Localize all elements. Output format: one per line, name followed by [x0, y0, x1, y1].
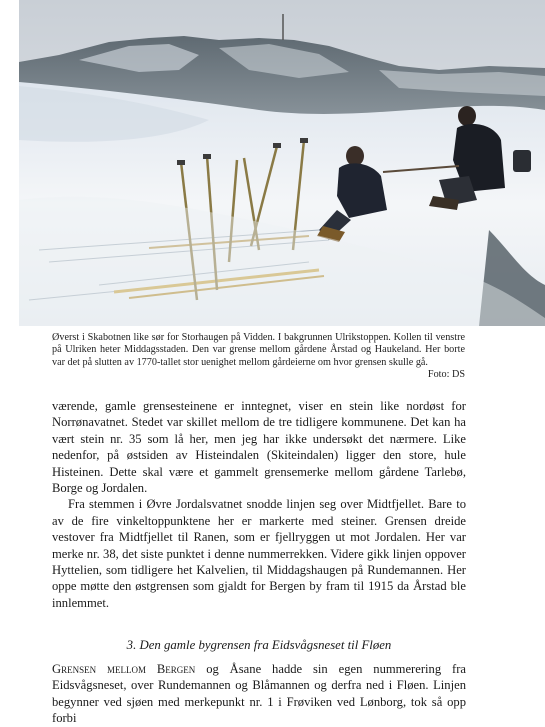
section-text: og Åsane hadde sin egen nummerering fra Eidsvågsneset, over Rundemannen og Blåmannen og derfra ned i Fløen. Linjen begynner ved sjøen med merkepunkt nr. 1 i Frøviken ved Lønborg, tok så opp forbi [52, 662, 467, 726]
body-text [52, 398, 466, 611]
section-paragraph [52, 661, 466, 727]
paragraph-2: Fra stemmen i Øvre Jordalsvatnet snodde linjen seg over Midtfjellet. Bare to av de fire vinkeltoppunktene her er markerte med steiner. Grensen dreide vestover fra Midtfjellet til Ranen, som er fjellryggen ut mot Jordalen. Her var merke nr. 38, det siste punktet i denne nummerrekken. Videre gikk linjen oppover Hyttelien, som tidligere het Kalvelien, til Middagshaugen på Rundemannen. Her oppe møtte den østgrensen som gjaldt for Bergen by fram til 1915 da Årstad ble innlemmet. [52, 497, 466, 610]
section-body [52, 661, 466, 727]
section-lead: Grensen mellom Bergen [52, 662, 196, 676]
paragraph-1: værende, gamle grensesteinene er inntegnet, viser en stein like nordøst for Norrønavatnet. Stedet var skillet mellom de tre tidligere kommunene. Det kan ha vært stein nr. 35 som lå her, men jeg har ikke undersøkt det nærmere. Like nedenfor, på østsiden av Histeindalen (Skiteindalen) ligger den store, hule Histeinen. Dette skal være et gammelt grensemerke mellom gårdene Tarlebø, Borge og Jordalen. [52, 399, 466, 496]
photo-credit: Foto: DS [427, 369, 465, 381]
caption-text: Øverst i Skabotnen like sør for Storhaugen på Vidden. I bakgrunnen Ulrikstoppen. Kollen til venstre på Ulriken heter Middagsstaden. Den var grense mellom gårdene Årstad og Haukeland. Her borte var det på slutten av 1770-tallet stor uenighet mellom gårdeierne om hvor grensen skulle gå. [52, 332, 465, 368]
photo [19, 0, 545, 326]
section-heading: 3. Den gamle bygrensen fra Eidsvågsneset til Fløen [126, 638, 392, 652]
photo-image [19, 0, 545, 326]
photo-caption [52, 332, 465, 382]
